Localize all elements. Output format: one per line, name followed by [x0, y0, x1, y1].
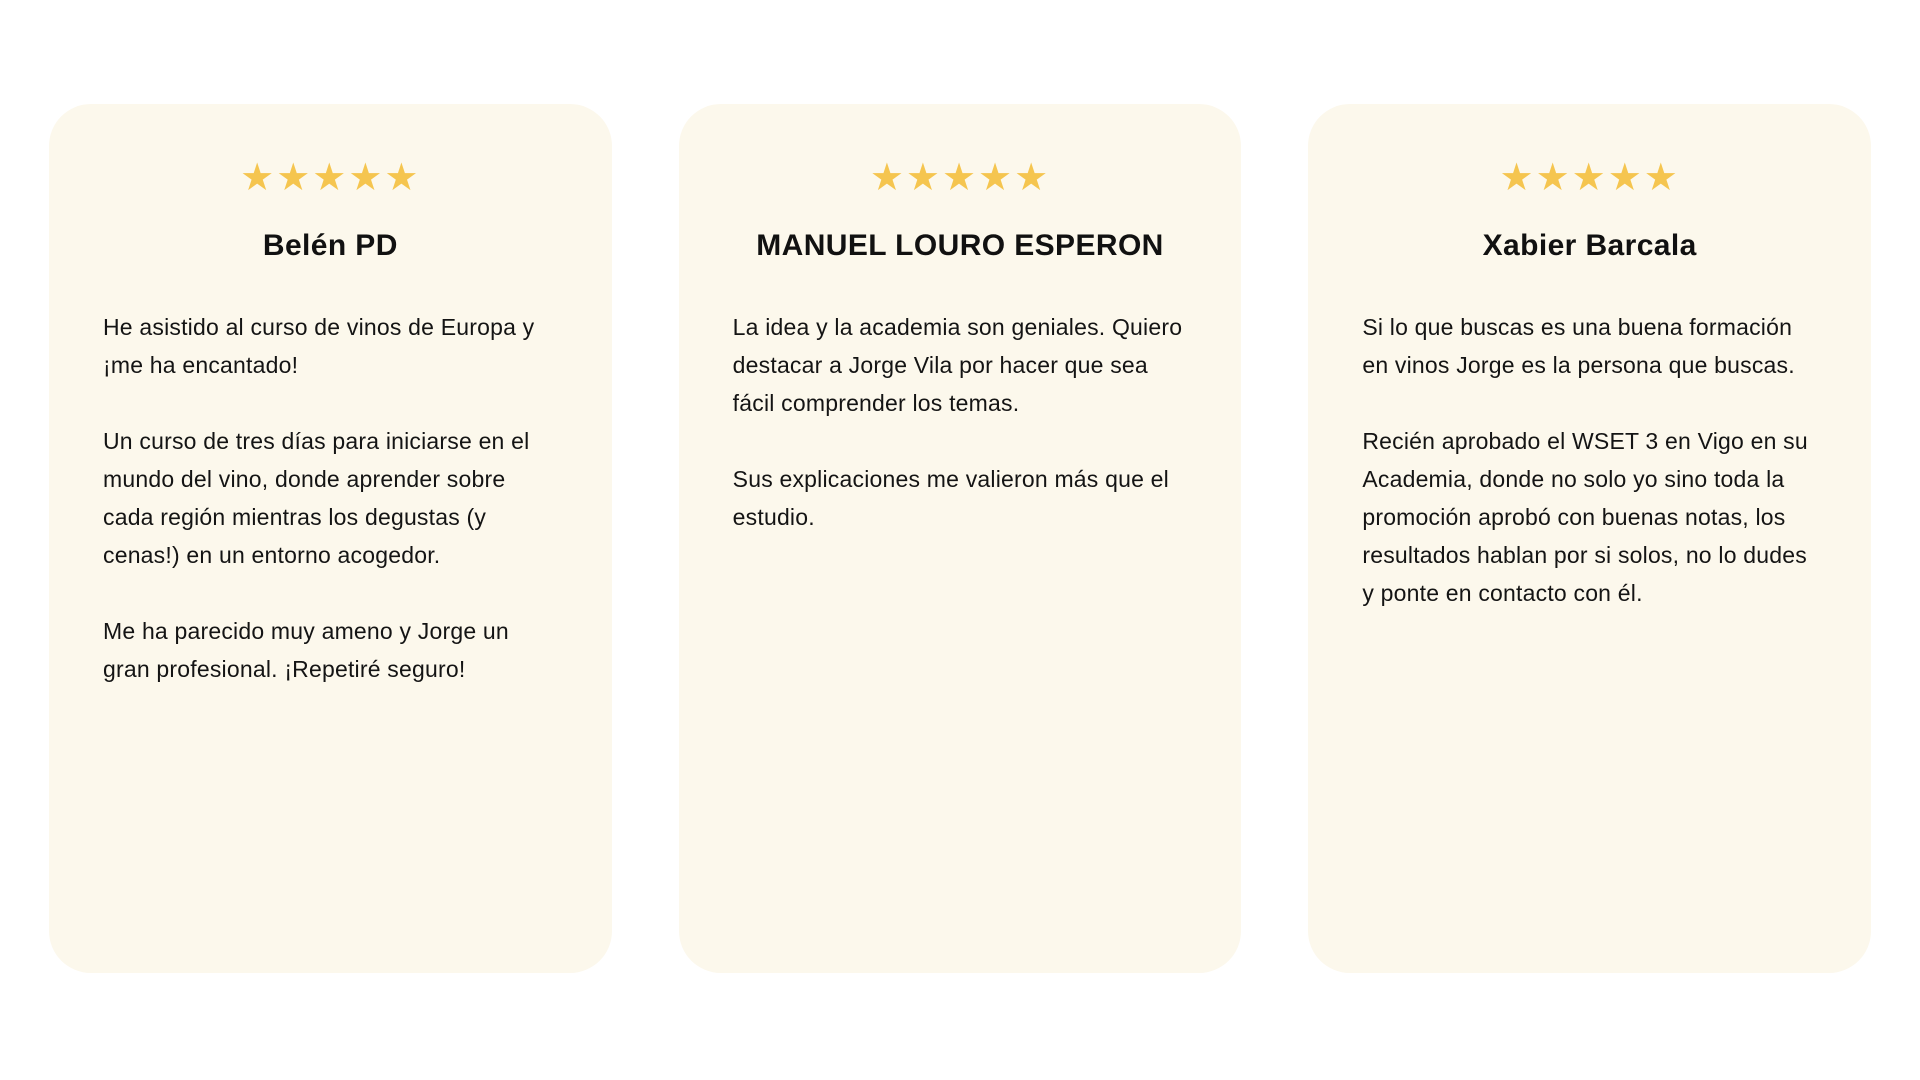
review-paragraph: Si lo que buscas es una buena formación en vinos Jorge es la persona que buscas.: [1362, 314, 1795, 378]
review-paragraph: Un curso de tres días para iniciarse en el mundo del vino, donde aprender sobre cada región mientras los degustas (y cenas!) en un entorno acogedor.: [103, 428, 530, 568]
star-rating-icons: ★★★★★: [240, 157, 421, 199]
testimonial-card-xabier: [1308, 104, 1871, 973]
testimonials-section: [49, 104, 1871, 973]
review-paragraph: Recién aprobado el WSET 3 en Vigo en su Academia, donde no solo yo sino toda la promoción aprobó con buenas notas, los resultados hablan por si solos, no lo dudes y ponte en contacto con él.: [1362, 428, 1808, 606]
review-text-block: [103, 308, 558, 726]
review-paragraph: He asistido al curso de vinos de Europa y ¡me ha encantado!: [103, 314, 535, 378]
testimonial-card-belen: [49, 104, 612, 973]
star-rating-icons: ★★★★★: [1499, 157, 1680, 199]
reviewer-name: MANUEL LOURO ESPERON: [756, 229, 1164, 262]
star-rating-icons: ★★★★★: [869, 157, 1051, 199]
review-text-block: [733, 308, 1188, 574]
review-text-block: [1362, 308, 1817, 650]
review-paragraph: Sus explicaciones me valieron más que el estudio.: [732, 466, 1169, 530]
review-paragraph: La idea y la academia son geniales. Quiero destacar a Jorge Vila por hacer que sea fácil comprender los temas.: [732, 314, 1183, 416]
testimonial-card-manuel: [679, 104, 1242, 973]
review-paragraph: Me ha parecido muy ameno y Jorge un gran profesional. ¡Repetiré seguro!: [103, 618, 509, 682]
reviewer-name: Xabier Barcala: [1482, 229, 1697, 262]
reviewer-name: Belén PD: [262, 229, 398, 262]
